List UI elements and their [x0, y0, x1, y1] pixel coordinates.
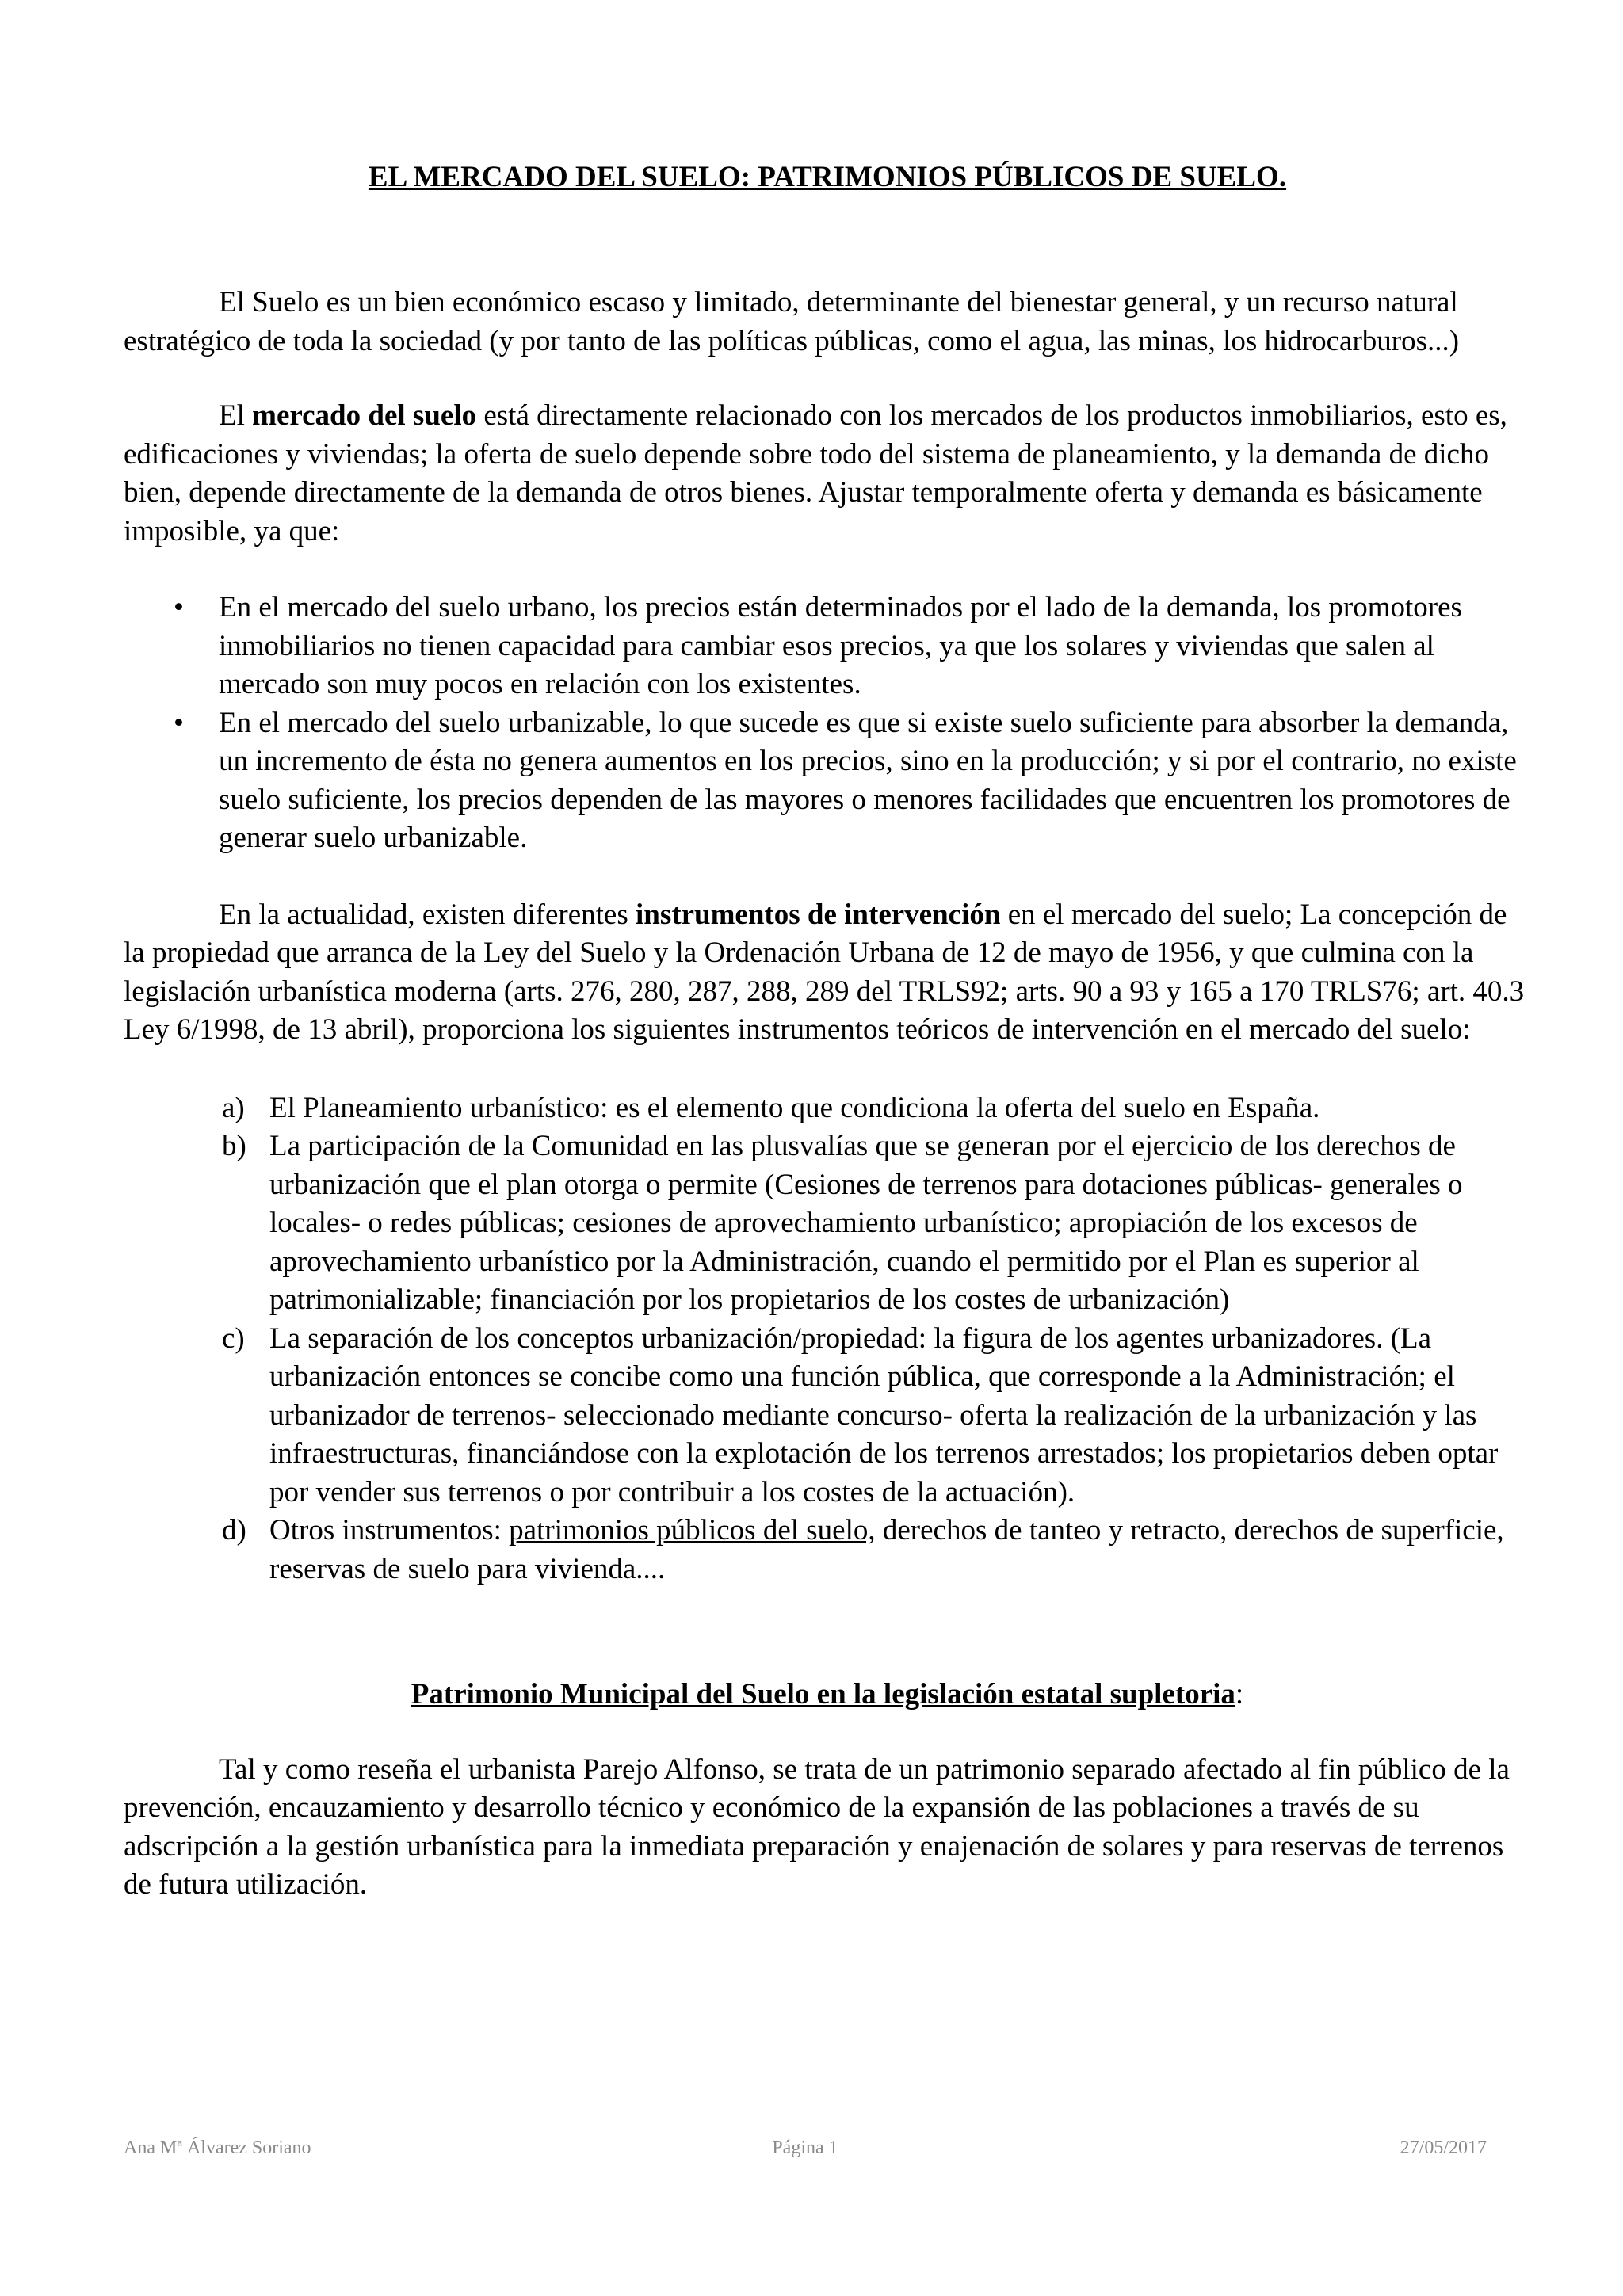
bullet-item: [124, 589, 1531, 704]
instruments-paragraph-bold: instrumentos de intervención: [636, 898, 1001, 931]
market-paragraph-bold: mercado del suelo: [252, 399, 477, 432]
section-heading-colon: :: [1235, 1678, 1244, 1711]
list-item: [124, 1127, 1531, 1320]
instruments-paragraph-lead: En la actualidad, existen diferentes: [219, 898, 636, 931]
section-heading-text: Patrimonio Municipal del Suelo en la legislación estatal supletoria: [411, 1678, 1235, 1711]
list-marker: b): [222, 1130, 246, 1162]
market-paragraph-lead: El: [219, 399, 253, 432]
market-paragraph-rest: está directamente relacionado con los mercados de los productos inmobiliarios, esto es, edificaciones y viviendas; la oferta de suelo depende sobre todo del sistema de planeamiento, y la demanda de dicho bien, depende directamente de la demanda de otros bienes. Ajustar temporalmente oferta y demanda es básicamente imposible, ya que:: [124, 399, 1507, 547]
list-item: [124, 1512, 1531, 1589]
document-title: EL MERCADO DEL SUELO: PATRIMONIOS PÚBLICOS DE SUELO.: [368, 161, 1287, 193]
document-body: [124, 158, 1531, 1905]
list-marker: d): [222, 1514, 246, 1547]
bullet-icon: •: [174, 706, 184, 739]
list-item: [124, 1089, 1531, 1128]
instruments-paragraph-rest: en el mercado del suelo; La concepción de la propiedad que arranca de la Ley del Suelo y la Ordenación Urbana de 12 de mayo de 1956, y que culmina con la legislación urbanística moderna (arts. 276, 280, 287, 288, 289 del TRLS92; arts. 90 a 93 y 165 a 170 TRLS76; art. 40.3 Ley 6/1998, de 13 abril), proporciona los siguientes instrumentos teóricos de intervención en el mercado del suelo:: [124, 898, 1525, 1046]
section-paragraph: Tal y como reseña el urbanista Parejo Alfonso, se trata de un patrimonio separado afectado al fin público de la prevención, encauzamiento y desarrollo técnico y económico de la expansión de las poblaciones a través de su adscripción a la gestión urbanística para la inmediata preparación y enajenación de solares y para reservas de terrenos de futura utilización.: [124, 1753, 1510, 1901]
list-marker: c): [222, 1322, 245, 1355]
list-item-text: El Planeamiento urbanístico: es el elemento que condiciona la oferta del suelo en España.: [269, 1091, 1320, 1124]
list-item-text: La participación de la Comunidad en las plusvalías que se generan por el ejercicio de los derechos de urbanización que el plan otorga o permite (Cesiones de terrenos para dotaciones públicas- generales o locales- o redes públicas; cesiones de aprovechamiento urbanístico; apropiación de los excesos de aprovechamiento urbanístico por la Administración, cuando el permitido por el Plan es superior al patrimonializable; financiación por los propietarios de los costes de urbanización): [269, 1130, 1463, 1316]
footer-page-number: Página 1: [772, 2138, 838, 2158]
instruments-list: [124, 1089, 1531, 1589]
bullet-text: En el mercado del suelo urbanizable, lo que sucede es que si existe suelo suficiente para absorber la demanda, un incremento de ésta no genera aumentos en los precios, sino en la producción; y si por el contrario, no existe suelo suficiente, los precios dependen de las mayores o menores facilidades que encuentren los promotores de generar suelo urbanizable.: [219, 706, 1517, 854]
bullet-icon: •: [174, 591, 184, 624]
intro-paragraph: El Suelo es un bien económico escaso y limitado, determinante del bienestar general, y un recurso natural estratégico de toda la sociedad (y por tanto de las políticas públicas, como el agua, las minas, los hidrocarburos...): [124, 286, 1460, 357]
footer-date: 27/05/2017: [1400, 2138, 1487, 2158]
market-paragraph: [124, 397, 1531, 551]
list-item-lead: Otros instrumentos:: [269, 1514, 510, 1547]
footer-author: Ana Mª Álvarez Soriano: [124, 2138, 311, 2158]
list-item-rest: derechos de tanteo y retracto, derechos de superficie, reservas de suelo para vivienda....: [269, 1514, 1504, 1585]
bullet-text: En el mercado del suelo urbano, los precios están determinados por el lado de la demanda, los promotores inmobiliarios no tienen capacidad para cambiar esos precios, ya que los solares y viviendas que salen al mercado son muy pocos en relación con los existentes.: [219, 591, 1462, 700]
list-item-underlined: patrimonios públicos del suelo,: [509, 1514, 876, 1547]
bullet-list: [124, 589, 1531, 858]
section-heading: [124, 1676, 1531, 1714]
list-marker: a): [222, 1091, 245, 1124]
list-item-text: La separación de los conceptos urbanización/propiedad: la figura de los agentes urbanizadores. (La urbanización entonces se concibe como una función pública, que corresponde a la Administración; el urbanizador de terrenos- seleccionado mediante concurso- oferta la realización de la urbanización y las infraestructuras, financiándose con la explotación de los terrenos arrestados; los propietarios deben optar por vender sus terrenos o por contribuir a los costes de la actuación).: [269, 1322, 1499, 1508]
instruments-paragraph: [124, 896, 1531, 1050]
bullet-item: [124, 704, 1531, 858]
list-item: [124, 1320, 1531, 1512]
